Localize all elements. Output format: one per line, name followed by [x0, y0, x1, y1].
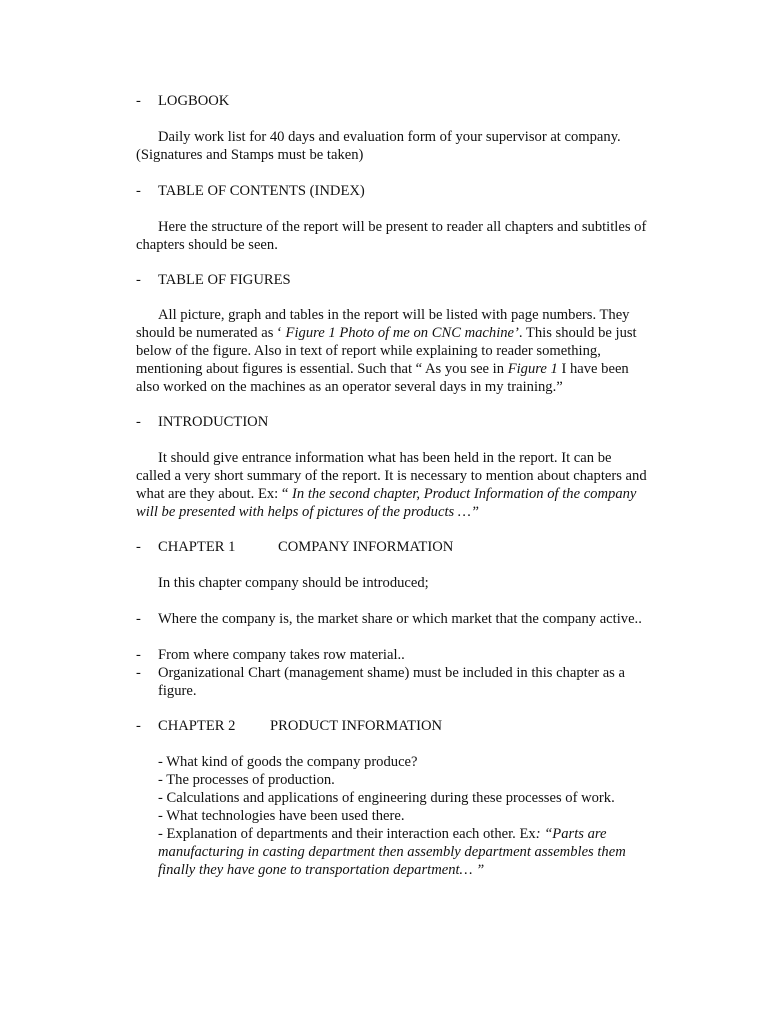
list-item-text: Organizational Chart (management shame) must be included in this chapter as a figure.: [158, 665, 625, 699]
paragraph-introduction: [136, 449, 648, 521]
example-quote: : “Parts are manufacturing in casting department then assembly department assembles them finally they have gone to transportation department… ”: [158, 826, 626, 878]
paragraph-table-of-figures: [136, 306, 648, 396]
list-item: - The processes of production.: [158, 772, 335, 788]
heading-dash: -: [136, 414, 141, 430]
paragraph-text: It should give entrance information what has been held in the report. It can be called a very short summary of the report. It is necessary to mention about chapters and what are they about. Ex: “: [136, 450, 647, 502]
list-item: [136, 664, 648, 700]
figure-reference-example: Figure 1: [507, 361, 558, 377]
bullet-dash: -: [136, 665, 141, 681]
paragraph-text: All picture, graph and tables in the report will be listed with page numbers. They should be numerated as ‘: [136, 307, 630, 341]
list-item: [136, 610, 648, 628]
list-item: [136, 646, 648, 664]
list-item: [158, 825, 648, 879]
heading-dash: -: [136, 183, 141, 199]
heading-text: LOGBOOK: [158, 93, 230, 109]
heading-dash: -: [136, 272, 141, 288]
chapter-1-intro: In this chapter company should be introduced;: [158, 575, 429, 591]
chapter-label: CHAPTER 2: [158, 718, 236, 734]
heading-text: INTRODUCTION: [158, 414, 269, 430]
bullet-dash: -: [136, 611, 141, 627]
bullet-dash: -: [136, 647, 141, 663]
heading-dash: -: [136, 93, 141, 109]
paragraph-text: I have been also worked on the machines as an operator several days in my training.”: [136, 361, 629, 395]
chapter-title: PRODUCT INFORMATION: [270, 718, 443, 734]
list-item: - What technologies have been used there.: [158, 808, 405, 824]
list-item-text: Where the company is, the market share or which market that the company active..: [158, 611, 642, 627]
paragraph-table-of-contents: Here the structure of the report will be present to reader all chapters and subtitles of chapters should be seen.: [136, 219, 647, 253]
heading-dash: -: [136, 539, 141, 555]
chapter-label: CHAPTER 1: [158, 539, 236, 555]
chapter-title: COMPANY INFORMATION: [278, 539, 454, 555]
list-item-text: - Explanation of departments and their interaction each other. Ex: [158, 826, 536, 842]
list-item-text: From where company takes row material..: [158, 647, 405, 663]
paragraph-text: . This should be just below of the figure. Also in text of report while explaining to reader something, mentioning about figures is essential. Such that “ As you see in: [136, 325, 637, 377]
paragraph-logbook: Daily work list for 40 days and evaluation form of your supervisor at company. (Signatures and Stamps must be taken): [136, 129, 621, 163]
example-quote: In the second chapter, Product Information of the company will be presented with helps of pictures of the products …”: [136, 486, 637, 520]
heading-text: TABLE OF FIGURES: [158, 272, 291, 288]
list-item: - What kind of goods the company produce?: [158, 754, 418, 770]
list-item: - Calculations and applications of engineering during these processes of work.: [158, 790, 615, 806]
chapter-2-list: [158, 753, 648, 879]
heading-dash: -: [136, 718, 141, 734]
figure-caption-example: Figure 1 Photo of me on CNC machine’: [285, 325, 519, 341]
heading-text: TABLE OF CONTENTS (INDEX): [158, 183, 365, 199]
